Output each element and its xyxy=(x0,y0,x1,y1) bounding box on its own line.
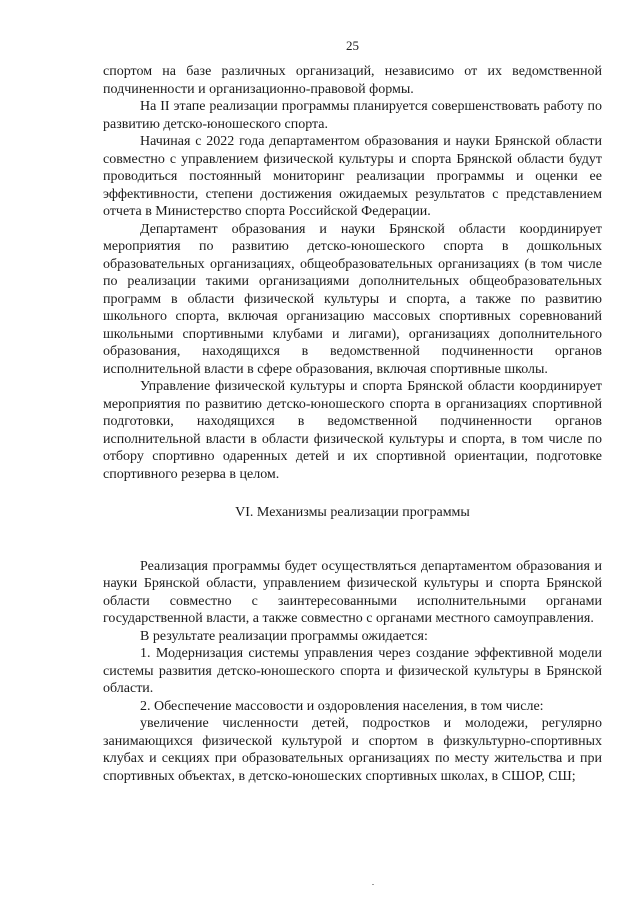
paragraph: увеличение численности детей, подростков и молодежи, регулярно занимающихся физической культурой и спортом в физкультурно-спортивных клубах и секциях при образовательных организациях по месту жительства и при спортивных объектах, в детско-юношеских спортивных школах, в СШОР, СШ; xyxy=(103,716,602,784)
paragraph: спортом на базе различных организаций, независимо от их ведомственной подчиненности и организационно-правовой формы. xyxy=(103,64,602,97)
document-page xyxy=(103,0,602,905)
paragraph: 1. Модернизация системы управления через создание эффективной модели системы развития детско-юношеского спорта и физической культуры в Брянской области. xyxy=(103,646,602,696)
paragraph: В результате реализации программы ожидается: xyxy=(140,628,428,644)
scan-speck xyxy=(372,884,374,885)
paragraph: Реализация программы будет осуществляться департаментом образования и науки Брянской области, управлением физической культуры и спорта Брянской области совместно с заинтересованными исполнительными органами государственной власти, а также совместно с органами местного самоуправления. xyxy=(103,558,602,626)
page-number: 25 xyxy=(346,38,359,53)
paragraph: Департамент образования и науки Брянской области координирует мероприятия по развитию детско-юношеского спорта в дошкольных образовательных организациях, общеобразовательных организациях (в том числе по реализации такими организациями дополнительных общеобразовательных программ в области физической культуры и спорта, а также по развитию школьного спорта, включая организацию массовых спортивных соревнований школьными спортивными клубами и лигами), организациях дополнительного образования, находящихся в ведомственной подчиненности органов исполнительной власти в сфере образования, включая спортивные школы. xyxy=(103,221,602,377)
paragraph: 2. Обеспечение массовости и оздоровления населения, в том числе: xyxy=(140,698,544,714)
section-heading: VI. Механизмы реализации программы xyxy=(235,505,470,520)
document-body xyxy=(103,63,602,785)
paragraph: На II этапе реализации программы планируется совершенствовать работу по развитию детско-юношеского спорта. xyxy=(103,99,602,132)
paragraph: Управление физической культуры и спорта Брянской области координирует мероприятия по развитию детско-юношеского спорта в организациях спортивной подготовки, находящихся в ведомственной подчиненности органов исполнительной власти в области физической культуры и спорта, в том числе по отбору спортивно одаренных детей и их спортивной ориентации, подготовке спортивного резерва в целом. xyxy=(103,379,602,482)
paragraph: Начиная с 2022 года департаментом образования и науки Брянской области совместно с управлением физической культуры и спорта Брянской области будут проводиться постоянный мониторинг реализации программы и оценки ее эффективности, степени достижения ожидаемых результатов с представлением отчета в Министерство спорта Российской Федерации. xyxy=(103,134,602,219)
